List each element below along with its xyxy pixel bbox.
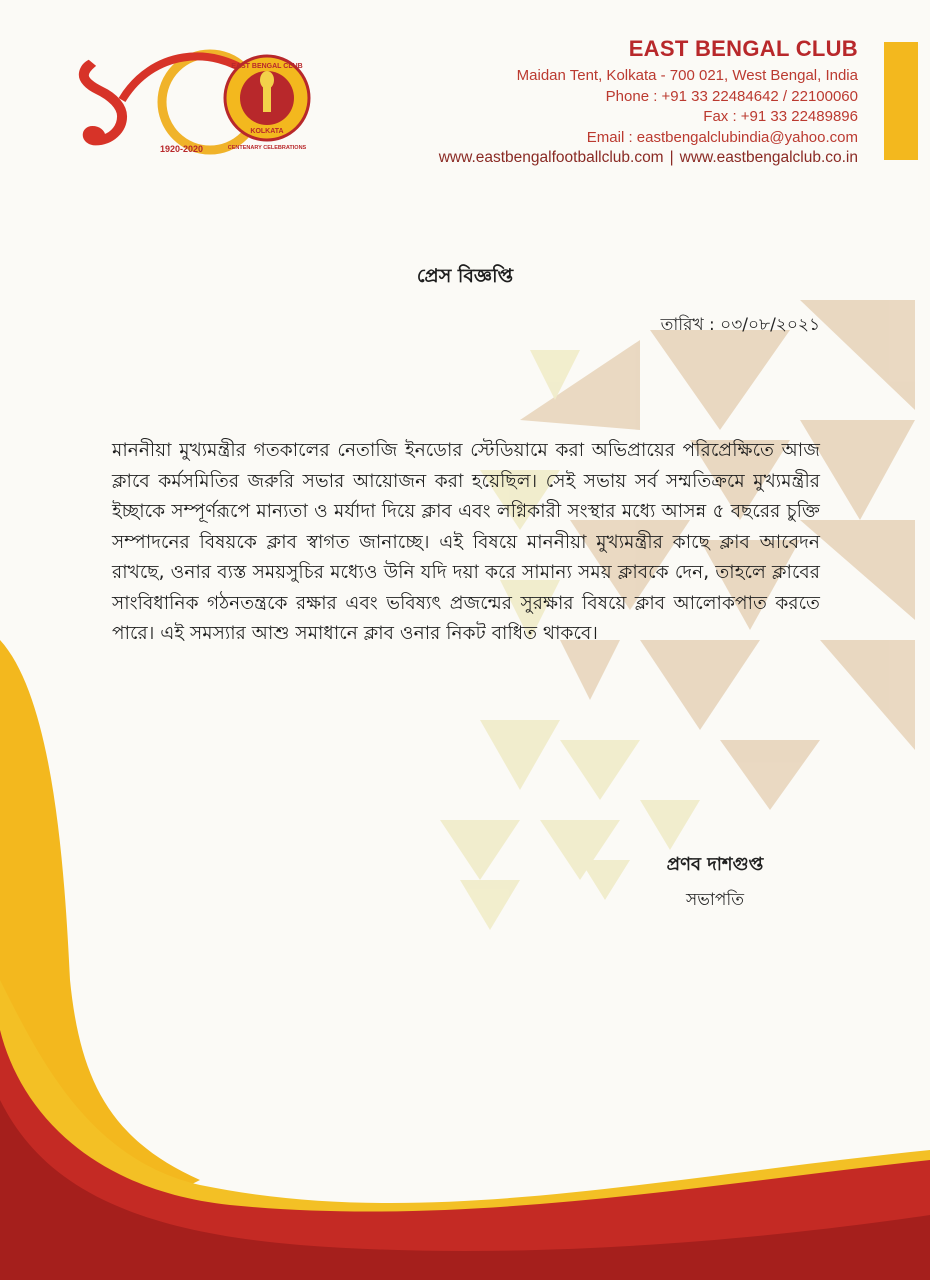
letterhead-header: [439, 36, 858, 169]
club-address: Maidan Tent, Kolkata - 700 021, West Bengal, India: [516, 67, 858, 84]
press-release-title: প্রেস বিজ্ঞপ্তি: [416, 265, 514, 287]
emblem-ring-top: EAST BENGAL CLUB: [231, 63, 303, 70]
website-link-2: www.eastbengalclub.co.in: [679, 149, 858, 166]
club-email: Email : eastbengalclubindia@yahoo.com: [586, 128, 858, 146]
signer-role: সভাপতি: [686, 890, 744, 910]
logo-figure-1: ১: [64, 30, 142, 160]
website-link-1: www.eastbengalfootballclub.com: [438, 149, 664, 166]
website-separator: |: [669, 149, 674, 166]
centenary-logo: [62, 30, 322, 160]
signature-block: [640, 850, 790, 915]
letter-date: তারিখ : ০৩/০৮/২০২১: [660, 315, 820, 335]
letter-body: মাননীয়া মুখ্যমন্ত্রীর গতকালের নেতাজি ইনডোর স্টেডিয়ামে করা অভিপ্রায়ের পরিপ্রেক্ষিতে আজ ক্লাবে কর্মসমিতির জরুরি সভার আয়োজন করা হয়েছিল। সেই সভায় সর্ব সম্মতিক্রমে মুখ্যমন্ত্রীর ইচ্ছাকে সম্পূর্ণরূপে মান্যতা ও মর্যাদা দিয়ে ক্লাব এবং লগ্নিকারী সংস্থার মধ্যে আসন্ন ৫ বছরের চুক্তি সম্পাদনের বিষয়কে ক্লাব স্বাগত জানাচ্ছে। এই বিষয়ে মাননীয়া মুখ্যমন্ত্রীর কাছে ক্লাব আবেদন রাখছে, ওনার ব্যস্ত সময়সুচির মধ্যেও উনি যদি দয়া করে সামান্য সময় ক্লাবকে দেন, তাহলে ক্লাবের সাংবিধানিক গঠনতন্ত্রকে রক্ষার এবং ভবিষ্যৎ প্রজন্মের সুরক্ষার বিষয়ে ক্লাব আলোকপাত করতে পারে। এই সমস্যার আশু সমাধানে ক্লাব ওনার নিকট বাধিত থাকবে।: [112, 440, 820, 644]
club-fax: Fax : +91 33 22489896: [703, 108, 858, 125]
club-phone: Phone : +91 33 22484642 / 22100060: [605, 87, 858, 105]
signer-name: প্রণব দাশগুপ্ত: [666, 854, 764, 875]
logo-years: 1920-2020: [160, 144, 204, 154]
club-websites: [439, 148, 858, 169]
emblem-caption: CENTENARY CELEBRATIONS: [227, 145, 307, 151]
flame-icon: [260, 71, 274, 89]
gold-corner-bar: [884, 42, 918, 160]
club-name: EAST BENGAL CLUB: [628, 36, 858, 61]
emblem-ring-bottom: KOLKATA: [250, 128, 284, 135]
